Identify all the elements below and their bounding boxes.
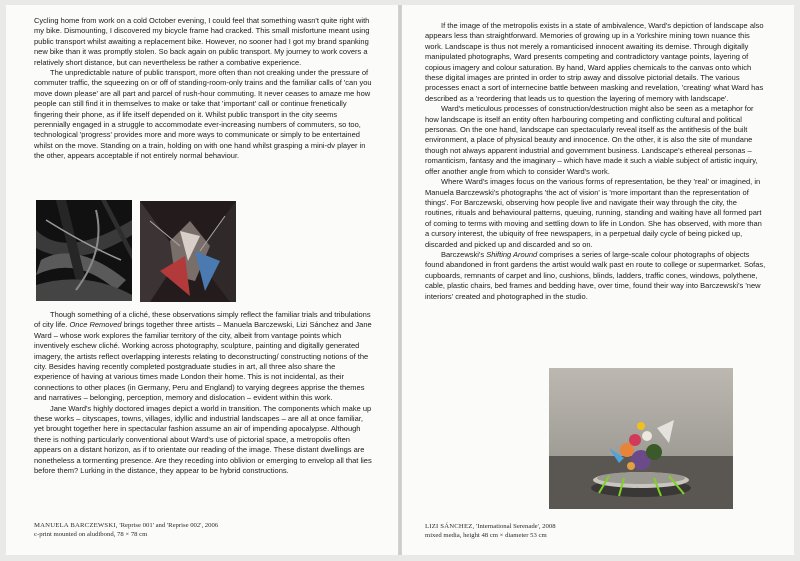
right-page	[402, 5, 794, 555]
caption-artist: MANUELA BARCZEWSKI,	[34, 522, 118, 529]
left-text-bottom	[34, 310, 374, 477]
left-text-top	[34, 16, 374, 162]
paragraph: If the image of the metropolis exists in a state of ambivalence, Ward's depiction of landscape also appears less than straightforward. Memories of growing up in a Yorkshire mining town nuance this work. Landscape is thus not merely a romanticised innocent awaiting its demise. Through digitally manipulated photographs, Ward presents competing and contradictory vantage points, layering of copious imagery and colour saturation. By hand, Ward applies chemicals to the canvas onto which these digital images are printed in order to strip away and dissolve pictorial details. The various processes enact a sort of internecine battle between masking and revelation, 'creating' what Ward has described as a 'reordering that leads us to question the layering of memory with landscape'.	[425, 21, 764, 103]
paragraph: Where Ward's images focus on the various forms of representation, be they 'real' or imagined, in Manuela Barczewski's photographs 'the act of vision' is 'more important than the representation of things'. For Barczewski, observing how people live and navigate their way through the city, the routines, rituals and behavioural patterns, queuing, running, standing and waiting have all formed part of coming to terms with moving and settling down to life in London. She has observed, with more than a cursory interest, the ubiquity of free newspapers, in a perpetual daily cycle of being picked up, discarded and picked up and discarded and so on.	[425, 177, 762, 249]
series-title: Shifting Around	[486, 249, 538, 259]
exhibition-title: Once Removed	[69, 320, 122, 330]
paragraph: Jane Ward's highly doctored images depict a world in transition. The components which make up these works – cityscapes, towns, villages, idyllic and industrial landscapes – are all at once familiar, yet brought together here in spectacular fashion assume an air of impending apocalypse. Although there is nothing particularly conventional about Ward's use of pictorial space, a metropolis often appears on a distant horizon, as if to orientate our reading of the image. These distant dwellings are nonetheless a tormenting presence. Are they receding into oblivion or emerging to envelop all that lies before them? Lurking in the distance, they appear to be hybrid constructions.	[34, 403, 372, 476]
photo-reprise-002	[140, 201, 236, 302]
paragraph: Ward's meticulous processes of construction/destruction might also be seen as a metaphor for how landscape is itself an entity often harbouring competing and conflicting cultural and political personas. On the one hand, landscape can spectacularly reveal itself as the antithesis of the built environment, a place of physical beauty and innocence. On the other, it is also the site of mundane though not always apparent industrial and government business. Landscape's ethereal personas – romanticism, fantasy and the imaginary – which have made it such a viable subject of artistic inquiry, offer another angle from which to consider Ward's work.	[425, 104, 758, 176]
reprise-002-image	[140, 201, 236, 302]
caption-sanchez: LIZI SÁNCHEZ, 'International Serenade', 2008 mixed media, height 48 cm × diameter 53 cm	[425, 523, 556, 539]
paragraph: Barczewski's Shifting Around comprises a series of large-scale colour photographs of objects found abandoned in front gardens the artist would walk past en route to college or supermarket. Sofas, cupboards, remnants of carpet and lino, cushions, blinds, ladders, traffic cones, windows, polythene, cable, plastic chairs, bed frames and bedding have, over time, found their way into Barczewski's 'new interiors' created and photographed in the studio.	[425, 249, 766, 301]
photo-international-serenade	[549, 368, 733, 509]
photo-reprise-001	[36, 200, 132, 301]
caption-barczewski: MANUELA BARCZEWSKI, 'Reprise 001' and 'Reprise 002', 2006 c-print mounted on aludibond, 78 × 78 cm	[34, 522, 219, 538]
paragraph: The unpredictable nature of public transport, more often than not creaking under the pressure of commuter traffic, the squeezing on or off of standing-room-only trains and the familiar calls of 'can you move down please' are all part and parcel of rush-hour commuting. It never ceases to amaze me how people can still find it in themselves to make or take that 'important' call or continue frenetically fingering their phone, as if life itself depended on it. Whilst public transport in the city seems perennially engaged in a struggle to accommodate ever-increasing numbers of commuters, so too, technological 'progress' provides more and more ways to communicate or simply to be entertained whilst on the move. Standing on a train, holding on with one hand whilst grasping a mini-dv player in the other, appears acceptable if not entirely normal behaviour.	[34, 68, 372, 161]
paragraph: Cycling home from work on a cold October evening, I could feel that something wasn't quite right with my bike. Dismounting, I discovered my bicycle frame had cracked. This small misfortune meant using public transport whilst awaiting a replacement bike. However, no sooner had I got my brand spanking new bike than it was promptly stolen. So back again on public transport. My journey to work covers a relatively short distance, but can nevertheless be rather a combative experience.	[34, 16, 370, 67]
caption-artist: LIZI SÁNCHEZ,	[425, 523, 475, 530]
paragraph: Though something of a cliché, these observations simply reflect the familiar trials and tribulations of city life. Once Removed brings together three artists – Manuela Barczewski, Lizi Sánchez and Jane Ward – whose work explores the familiar territory of the city, albeit from vantage points which inventively eschew cliché. Working across photography, sculpture, painting and digitally generated imagery, the artists reflect overlapping interests relating to deconstructing/ constructing notions of the city. Besides having recently completed postgraduate studies in art, all three also share the experience of having at various times made London their home. This is not incidental, as their connections to other places (in Germany, Peru and England) to varying degrees apprise the themes and narratives – belonging, perception, memory and dislocation – evident within this work.	[34, 310, 372, 403]
reprise-001-image	[36, 200, 132, 301]
right-text	[425, 21, 767, 302]
left-page	[6, 5, 398, 555]
international-serenade-image	[549, 368, 733, 509]
